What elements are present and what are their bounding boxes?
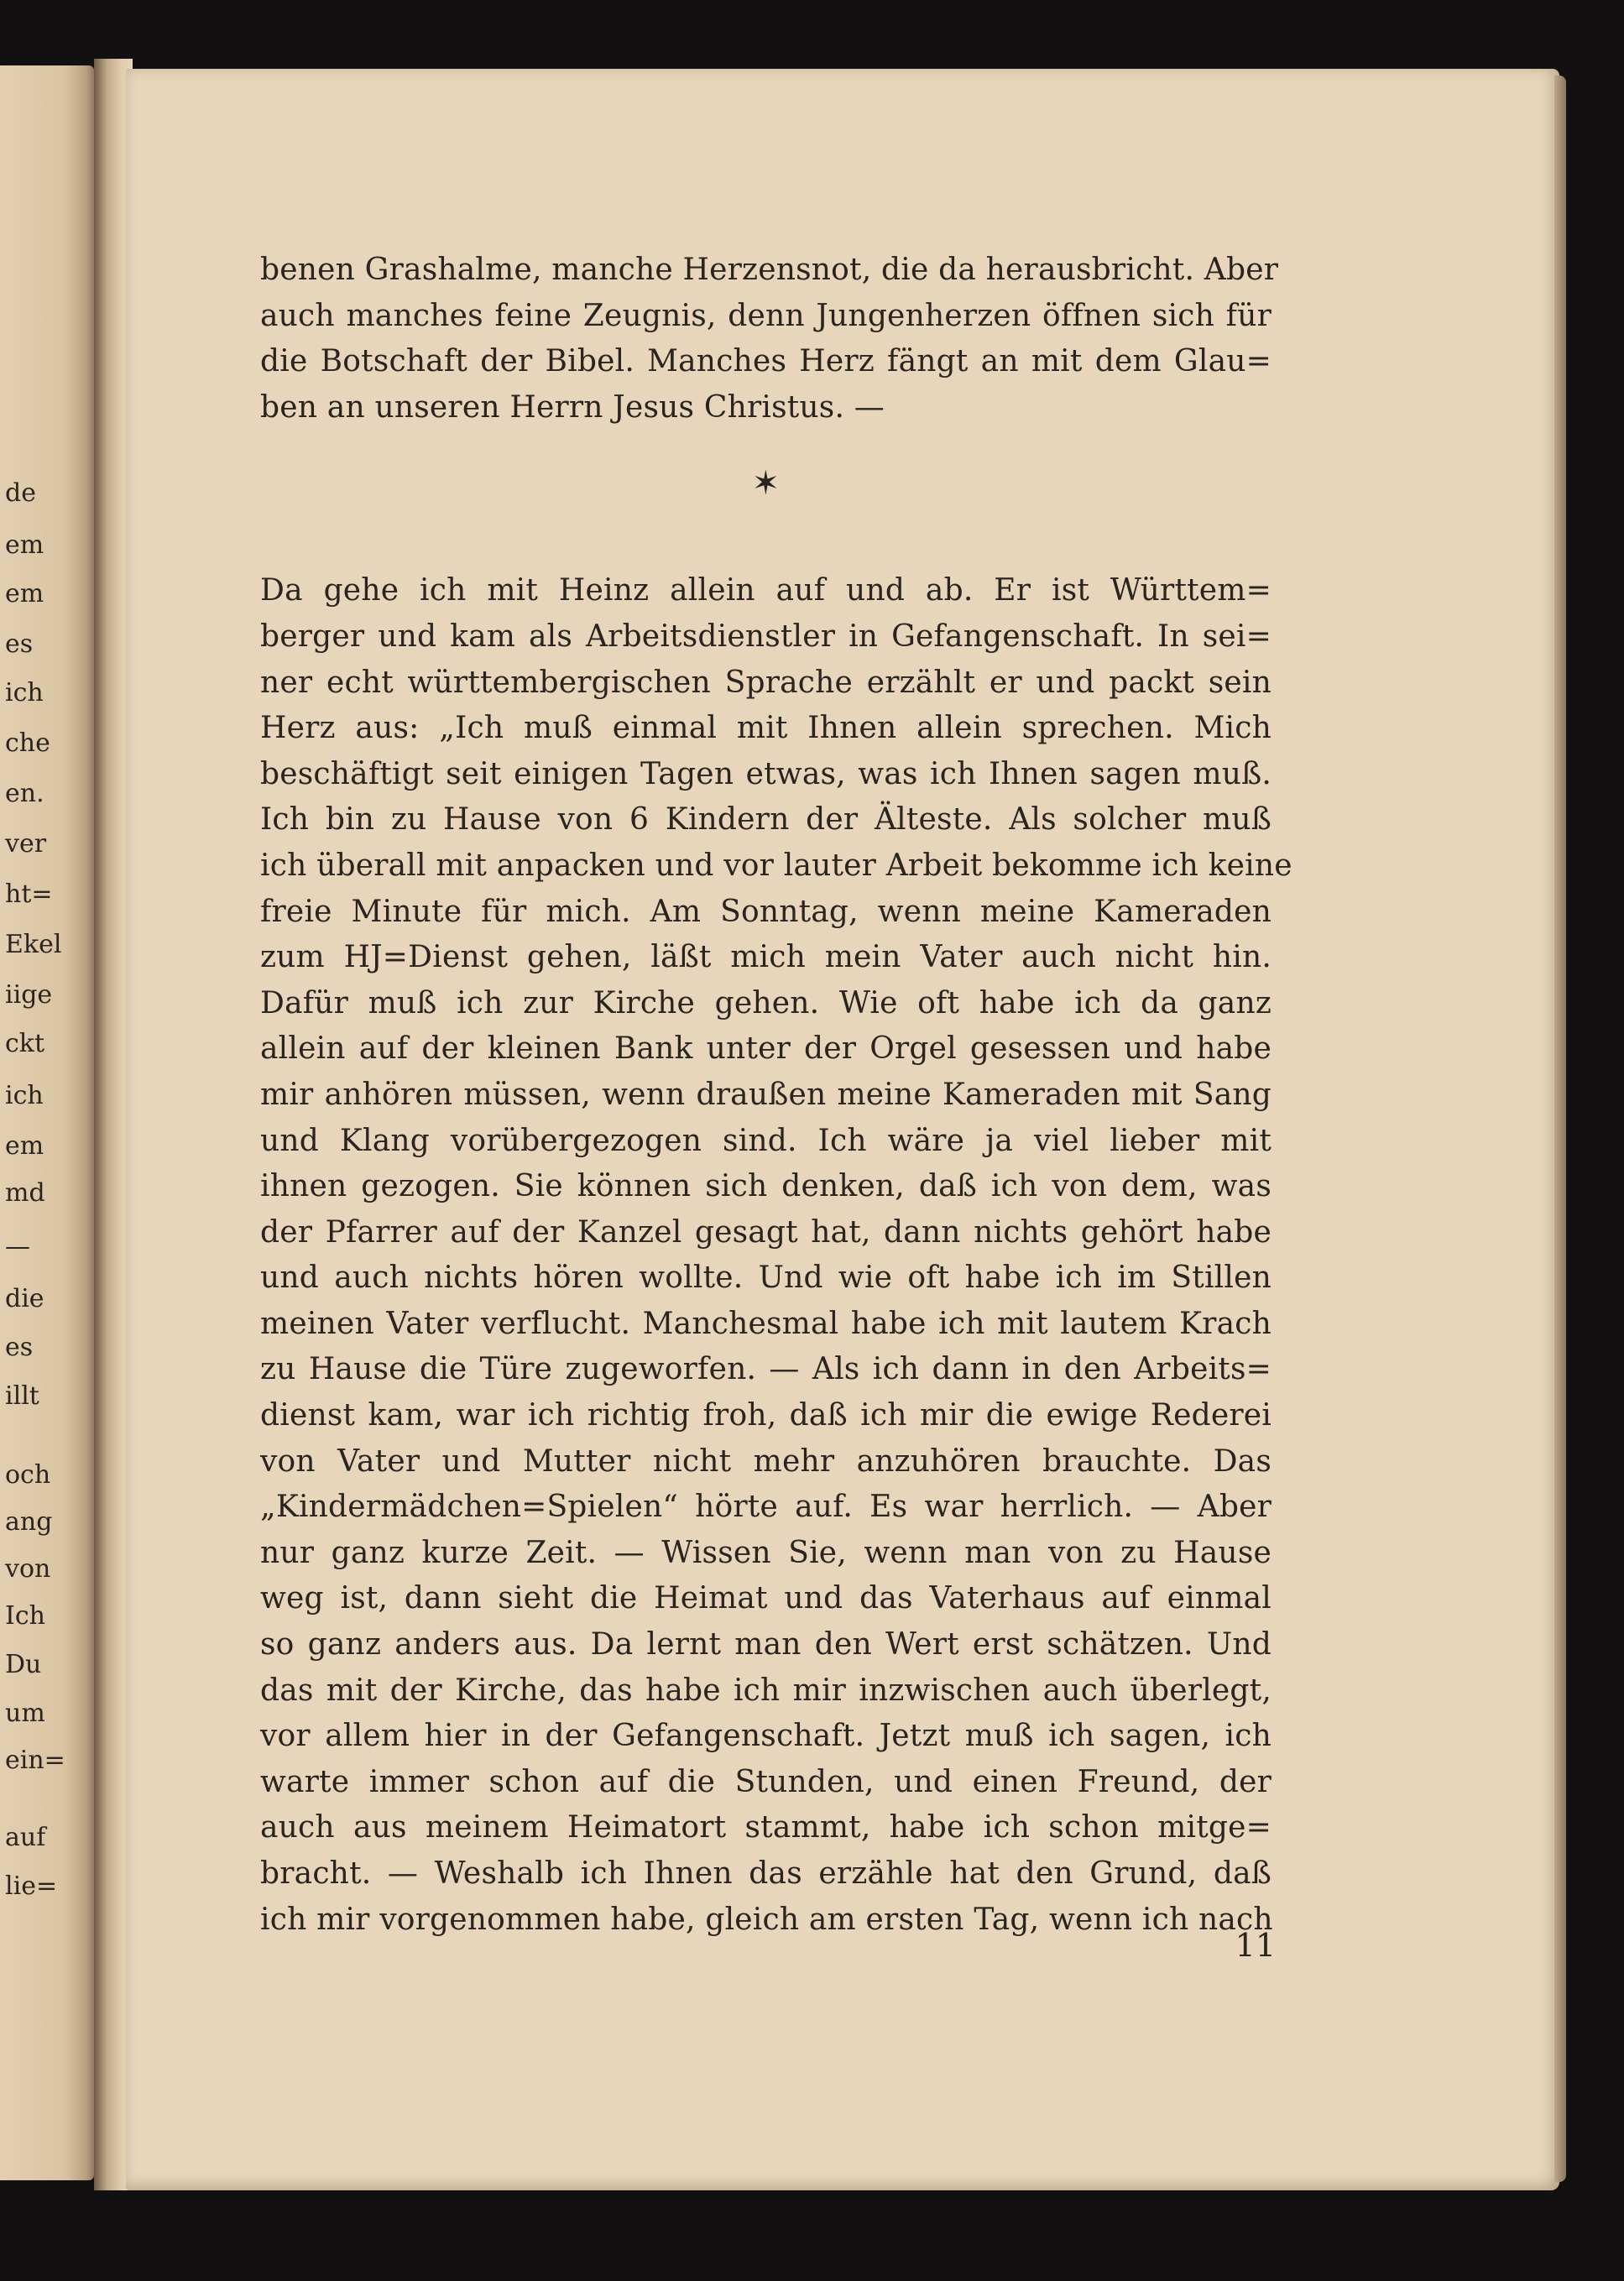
left-page-fragment: ich (5, 1081, 44, 1110)
left-page-fragment: ht= (5, 880, 53, 909)
section-break (260, 431, 1272, 568)
text-line: von Vater und Mutter nicht mehr anzuhören brauchte. Das (260, 1443, 1272, 1479)
text-line: so ganz anders aus. Da lernt man den Wert erst schätzen. Und (260, 1627, 1272, 1662)
text-line: nur ganz kurze Zeit. — Wissen Sie, wenn man von zu Hause (260, 1535, 1272, 1570)
left-page-fragment: die (5, 1284, 44, 1313)
left-page-fragment: em (5, 1131, 44, 1161)
left-page-fragment: um (5, 1699, 45, 1728)
text-line: beschäftigt seit einigen Tagen etwas, was ich Ihnen sagen muß. (260, 756, 1272, 791)
left-page-fragment: ckt (5, 1029, 45, 1058)
text-line: Dafür muß ich zur Kirche gehen. Wie oft habe ich da ganz (260, 985, 1272, 1020)
text-line: Herz aus: „Ich muß einmal mit Ihnen allein sprechen. Mich (260, 711, 1272, 746)
text-line: Da gehe ich mit Heinz allein auf und ab. Er ist Württem= (260, 573, 1272, 608)
text-line: benen Grashalme, manche Herzensnot, die da herausbricht. Aber (260, 253, 1279, 287)
left-page-fragment: — (5, 1232, 30, 1261)
page-text (260, 248, 1292, 1943)
text-line: ich überall mit anpacken und vor lauter Arbeit bekomme ich keine (260, 848, 1292, 883)
left-page-fragment: auf (5, 1823, 46, 1852)
text-line: die Botschaft der Bibel. Manches Herz fängt an mit dem Glau= (260, 344, 1272, 379)
text-line: weg ist, dann sieht die Heimat und das Vaterhaus auf einmal (260, 1581, 1272, 1616)
left-page-fragment: che (5, 728, 50, 758)
text-line: zum HJ=Dienst gehen, läßt mich mein Vater auch nicht hin. (260, 940, 1272, 975)
text-line: allein auf der kleinen Bank unter der Orgel gesessen und habe (260, 1031, 1272, 1067)
left-page-fragment: ein= (5, 1746, 65, 1775)
text-line: ben an unseren Herrn Jesus Christus. — (260, 389, 885, 425)
left-page-fragment: em (5, 530, 44, 560)
text-line: das mit der Kirche, das habe ich mir inzwischen auch überlegt, (260, 1673, 1272, 1708)
text-line: Ich bin zu Hause von 6 Kindern der Älteste. Als solcher muß (260, 802, 1272, 838)
text-line: und auch nichts hören wollte. Und wie oft habe ich im Stillen (260, 1261, 1272, 1296)
text-line: warte immer schon auf die Stunden, und einen Freund, der (260, 1764, 1272, 1799)
left-page-fragment: Ekel (5, 930, 62, 959)
text-line: vor allem hier in der Gefangenschaft. Jetzt muß ich sagen, ich (260, 1719, 1272, 1754)
text-line: mir anhören müssen, wenn draußen meine Kameraden mit Sang (260, 1077, 1272, 1112)
left-page-fragment: ver (5, 829, 47, 859)
text-line: auch manches feine Zeugnis, denn Jungenherzen öffnen sich für (260, 298, 1272, 333)
text-line: der Pfarrer auf der Kanzel gesagt hat, dann nichts gehört habe (260, 1214, 1272, 1250)
left-page-fragment: es (5, 629, 34, 659)
left-page-fragment: och (5, 1460, 51, 1490)
text-line: dienst kam, war ich richtig froh, daß ich mir die ewige Rederei (260, 1398, 1272, 1433)
left-page-fragment: iige (5, 980, 53, 1010)
page-edge-shadow (1554, 76, 1566, 2182)
separator-star: ✶ (751, 464, 781, 504)
page-number: 11 (1235, 1927, 1276, 1964)
text-line: meinen Vater verflucht. Manchesmal habe ich mit lautem Krach (260, 1306, 1272, 1341)
left-page-fragment: md (5, 1178, 45, 1208)
left-page-fragment: de (5, 478, 36, 508)
text-line: ich mir vorgenommen habe, gleich am ersten Tag, wenn ich nach (260, 1902, 1273, 1937)
left-page-fragment: es (5, 1333, 34, 1362)
text-line: ihnen gezogen. Sie können sich denken, daß ich von dem, was (260, 1169, 1272, 1204)
left-page-fragment: illt (5, 1381, 39, 1411)
text-line: berger und kam als Arbeitsdienstler in Gefangenschaft. In sei= (260, 619, 1272, 654)
left-page-fragment: em (5, 579, 44, 608)
text-line: zu Hause die Türe zugeworfen. — Als ich dann in den Arbeits= (260, 1352, 1272, 1387)
left-page-fragment: ang (5, 1507, 53, 1537)
left-page-fragment: von (5, 1554, 51, 1584)
text-line: freie Minute für mich. Am Sonntag, wenn meine Kameraden (260, 894, 1272, 929)
paragraph-2 (260, 568, 1292, 1943)
left-page-fragment: ich (5, 678, 44, 707)
left-page-fragment: lie= (5, 1871, 58, 1901)
text-line: und Klang vorübergezogen sind. Ich wäre ja viel lieber mit (260, 1123, 1272, 1158)
left-page-edge (0, 65, 94, 2180)
text-line: auch aus meinem Heimatort stammt, habe ich schon mitge= (260, 1810, 1272, 1845)
left-page-fragment: en. (5, 779, 44, 808)
left-page-fragment: Du (5, 1650, 42, 1679)
left-page-fragment: Ich (5, 1601, 45, 1631)
paragraph-1 (260, 248, 1279, 431)
text-line: ner echt württembergischen Sprache erzählt er und packt sein (260, 665, 1272, 700)
text-line: „Kindermädchen=Spielen“ hörte auf. Es war herrlich. — Aber (260, 1490, 1272, 1525)
text-line: bracht. — Weshalb ich Ihnen das erzähle hat den Grund, daß (260, 1856, 1272, 1891)
